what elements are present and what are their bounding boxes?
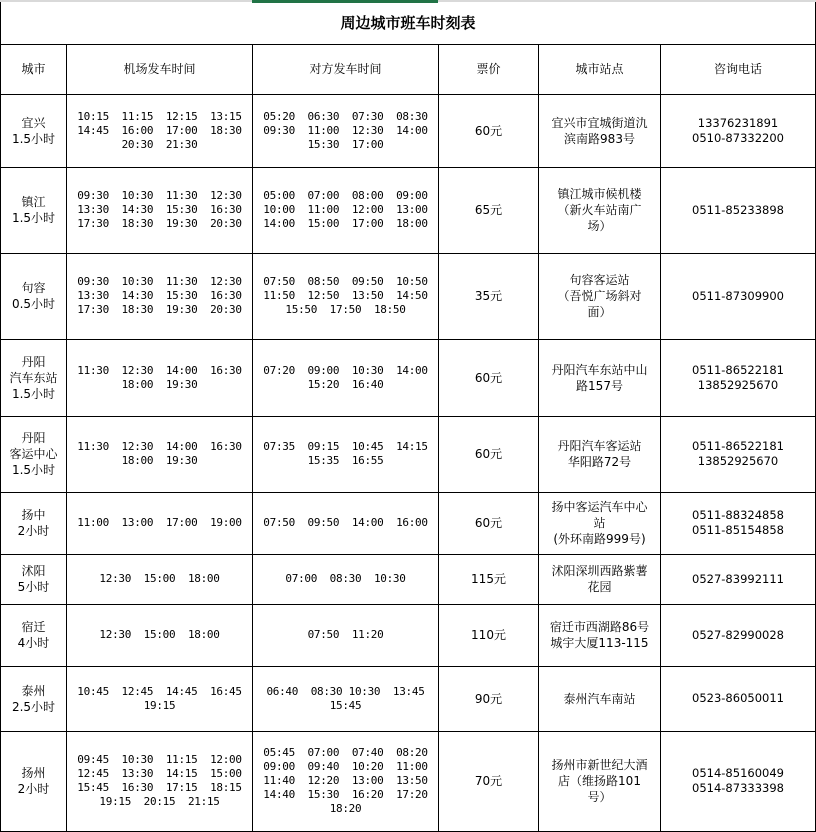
city-line: 扬州 — [21, 766, 46, 780]
airport-times-line: 17:30 18:30 19:30 20:30 — [77, 217, 242, 230]
price-cell[interactable]: 70元 — [439, 731, 539, 831]
station-line: （吾悦广场斜对 — [557, 289, 642, 303]
airport-times-cell[interactable] — [67, 94, 253, 167]
city-line: 1.5小时 — [11, 131, 56, 146]
airport-times-cell[interactable] — [67, 731, 253, 831]
price-cell[interactable]: 60元 — [439, 339, 539, 416]
table-row — [1, 554, 816, 604]
station-cell[interactable] — [539, 416, 661, 492]
station-line: 路157号 — [576, 378, 623, 393]
return-times-line: 07:50 09:50 14:00 16:00 — [263, 516, 428, 529]
airport-times-line: 17:30 18:30 19:30 20:30 — [77, 303, 242, 316]
table-row — [1, 94, 816, 167]
return-times-line: 05:00 07:00 08:00 09:00 — [263, 189, 428, 202]
return-times-line: 15:45 — [329, 698, 362, 712]
station-cell[interactable] — [539, 554, 661, 604]
station-line: 句容客运站 — [569, 273, 630, 287]
phone-line: 0511-86522181 — [692, 439, 784, 453]
station-cell[interactable] — [539, 94, 661, 167]
return-times-line: 15:50 17:50 18:50 — [285, 303, 406, 316]
airport-times-cell[interactable] — [67, 416, 253, 492]
price-cell[interactable]: 35元 — [439, 253, 539, 339]
price-cell[interactable]: 60元 — [439, 94, 539, 167]
table-row — [1, 339, 816, 416]
return-times-line: 05:20 06:30 07:30 08:30 — [263, 109, 428, 123]
phone-cell[interactable] — [661, 492, 816, 554]
return-times-line: 06:40 08:30 10:30 13:45 — [266, 684, 425, 698]
title-row — [1, 2, 816, 44]
station-cell[interactable] — [539, 339, 661, 416]
return-times-cell[interactable] — [253, 604, 439, 666]
return-times-cell[interactable] — [253, 339, 439, 416]
station-line: 店（维扬路101 — [558, 774, 641, 788]
return-times-cell[interactable] — [253, 731, 439, 831]
phone-line: 13852925670 — [697, 454, 779, 468]
city-line: 2小时 — [17, 782, 50, 796]
station-cell[interactable] — [539, 253, 661, 339]
city-line: 1.5小时 — [11, 211, 56, 225]
airport-times-line: 12:30 15:00 18:00 — [99, 572, 220, 585]
city-cell[interactable] — [1, 253, 67, 339]
return-times-line: 07:35 09:15 10:45 14:15 — [263, 440, 428, 453]
return-times-line: 15:30 17:00 — [307, 137, 384, 151]
return-times-line: 09:00 09:40 10:20 11:00 — [263, 760, 428, 773]
airport-times-line: 19:15 20:15 21:15 — [99, 795, 220, 808]
city-cell[interactable] — [1, 554, 67, 604]
city-line: 泰州 — [21, 683, 46, 698]
table-row — [1, 167, 816, 253]
table-row — [1, 416, 816, 492]
station-line: 扬州市新世纪大酒 — [551, 758, 648, 772]
station-line: 宿迁市西湖路86号 — [549, 620, 650, 634]
airport-times-line: 09:30 10:30 11:30 12:30 — [77, 275, 242, 288]
return-times-line: 15:20 16:40 — [307, 377, 384, 391]
return-times-cell[interactable] — [253, 554, 439, 604]
phone-cell[interactable] — [661, 554, 816, 604]
station-line: 泰州汽车南站 — [563, 691, 636, 706]
station-cell[interactable] — [539, 167, 661, 253]
return-times-line: 14:00 15:00 17:00 18:00 — [263, 217, 428, 230]
airport-times-line: 11:00 13:00 17:00 19:00 — [77, 516, 242, 529]
airport-times-line: 20:30 21:30 — [121, 137, 198, 151]
station-line: 城宇大厦113-115 — [550, 636, 649, 650]
airport-times-cell[interactable] — [67, 167, 253, 253]
phone-line: 0527-83992111 — [692, 571, 784, 586]
city-cell[interactable] — [1, 731, 67, 831]
airport-times-line: 13:30 14:30 15:30 16:30 — [77, 289, 242, 302]
header-station[interactable]: 城市站点 — [539, 44, 661, 94]
city-line: 1.5小时 — [11, 386, 56, 401]
table-row — [1, 666, 816, 731]
phone-cell[interactable] — [661, 94, 816, 167]
city-line: 丹阳 — [21, 354, 46, 369]
return-times-cell[interactable] — [253, 94, 439, 167]
return-times-cell[interactable] — [253, 253, 439, 339]
return-times-line: 07:00 08:30 10:30 — [285, 572, 406, 585]
station-line: 场） — [587, 219, 612, 233]
station-line: （新火车站南广 — [557, 203, 642, 217]
airport-times-line: 09:30 10:30 11:30 12:30 — [77, 189, 242, 202]
airport-times-cell[interactable] — [67, 554, 253, 604]
table-row — [1, 604, 816, 666]
return-times-line: 09:30 11:00 12:30 14:00 — [263, 123, 428, 137]
return-times-line: 07:20 09:00 10:30 14:00 — [263, 363, 428, 377]
phone-line: 0514-85160049 — [692, 766, 784, 780]
station-line: 华阳路72号 — [567, 455, 632, 469]
station-line: 面） — [587, 305, 612, 319]
airport-times-cell[interactable] — [67, 339, 253, 416]
phone-line: 0511-85233898 — [692, 202, 784, 217]
city-line: 5小时 — [17, 580, 50, 594]
phone-line: 0511-86522181 — [692, 362, 784, 377]
return-times-line: 10:00 11:00 12:00 13:00 — [263, 203, 428, 216]
phone-cell[interactable] — [661, 253, 816, 339]
city-line: 汽车东站 — [9, 370, 58, 385]
station-line: 站 — [593, 516, 606, 530]
return-times-cell[interactable] — [253, 416, 439, 492]
phone-line: 0523-86050011 — [692, 691, 784, 705]
return-times-line: 11:50 12:50 13:50 14:50 — [263, 289, 428, 302]
station-line: 滨南路983号 — [564, 131, 635, 146]
price-cell[interactable]: 115元 — [439, 554, 539, 604]
station-line: 丹阳汽车客运站 — [557, 439, 642, 453]
price-cell[interactable]: 60元 — [439, 492, 539, 554]
airport-times-cell[interactable] — [67, 253, 253, 339]
airport-times-line: 14:45 16:00 17:00 18:30 — [77, 123, 242, 137]
return-times-line: 15:35 16:55 — [307, 454, 384, 467]
city-cell[interactable] — [1, 492, 67, 554]
phone-cell[interactable] — [661, 416, 816, 492]
city-line: 沭阳 — [21, 564, 46, 578]
station-line: (外环南路999号) — [553, 532, 646, 546]
city-line: 宜兴 — [21, 115, 46, 130]
return-times-line: 14:40 15:30 16:20 17:20 — [263, 788, 428, 801]
city-line: 4小时 — [17, 636, 50, 650]
return-times-cell[interactable] — [253, 492, 439, 554]
city-cell[interactable] — [1, 167, 67, 253]
return-times-cell[interactable] — [253, 167, 439, 253]
city-line: 镇江 — [21, 195, 46, 209]
station-cell[interactable] — [539, 604, 661, 666]
city-cell[interactable] — [1, 94, 67, 167]
airport-times-cell[interactable] — [67, 604, 253, 666]
station-line: 丹阳汽车东站中山 — [551, 362, 648, 377]
phone-line: 0511-88324858 — [692, 508, 784, 522]
airport-times-line: 11:30 12:30 14:00 16:30 — [77, 363, 242, 377]
city-line: 宿迁 — [21, 620, 46, 634]
phone-line: 0527-82990028 — [692, 627, 784, 642]
city-cell[interactable] — [1, 666, 67, 731]
price-cell[interactable]: 110元 — [439, 604, 539, 666]
return-times-line: 18:20 — [329, 802, 362, 815]
city-line: 扬中 — [21, 508, 46, 522]
price-cell[interactable]: 65元 — [439, 167, 539, 253]
station-line: 扬中客运汽车中心 — [551, 500, 648, 514]
header-return-departure[interactable]: 对方发车时间 — [253, 44, 439, 94]
airport-times-line: 09:45 10:30 11:15 12:00 — [77, 753, 242, 766]
header-airport-departure[interactable]: 机场发车时间 — [67, 44, 253, 94]
return-times-cell[interactable] — [253, 666, 439, 731]
airport-times-line: 18:00 19:30 — [121, 377, 198, 391]
airport-times-line: 11:30 12:30 14:00 16:30 — [77, 440, 242, 453]
header-city[interactable]: 城市 — [1, 44, 67, 94]
header-phone[interactable]: 咨询电话 — [661, 44, 816, 94]
airport-times-line: 10:45 12:45 14:45 16:45 — [77, 684, 242, 698]
airport-times-line: 10:15 11:15 12:15 13:15 — [77, 109, 242, 123]
station-line: 镇江城市候机楼 — [557, 187, 642, 201]
phone-line: 0511-87309900 — [692, 288, 784, 303]
table-row — [1, 492, 816, 554]
phone-line: 13852925670 — [697, 377, 779, 392]
city-cell[interactable] — [1, 604, 67, 666]
airport-times-cell[interactable] — [67, 666, 253, 731]
phone-line: 13376231891 — [697, 115, 779, 130]
table-row — [1, 253, 816, 339]
station-cell[interactable] — [539, 731, 661, 831]
station-line: 号） — [587, 790, 612, 804]
header-price[interactable]: 票价 — [439, 44, 539, 94]
airport-times-line: 13:30 14:30 15:30 16:30 — [77, 203, 242, 216]
phone-cell[interactable] — [661, 604, 816, 666]
city-line: 0.5小时 — [11, 297, 56, 311]
return-times-line: 07:50 11:20 — [307, 628, 384, 641]
phone-line: 0510-87332200 — [692, 130, 784, 145]
table-row — [1, 731, 816, 831]
phone-cell[interactable] — [661, 731, 816, 831]
city-line: 句容 — [21, 281, 46, 295]
price-cell[interactable]: 60元 — [439, 416, 539, 492]
city-cell[interactable] — [1, 416, 67, 492]
city-line: 1.5小时 — [11, 463, 56, 477]
city-line: 2.5小时 — [11, 699, 56, 714]
return-times-line: 11:40 12:20 13:00 13:50 — [263, 774, 428, 787]
return-times-line: 05:45 07:00 07:40 08:20 — [263, 746, 428, 759]
phone-line: 0514-87333398 — [692, 781, 784, 795]
airport-times-line: 12:30 15:00 18:00 — [99, 628, 220, 641]
airport-times-line: 12:45 13:30 14:15 15:00 — [77, 767, 242, 780]
city-cell[interactable] — [1, 339, 67, 416]
city-line: 丹阳 — [21, 431, 46, 445]
phone-cell[interactable] — [661, 339, 816, 416]
phone-cell[interactable] — [661, 167, 816, 253]
airport-times-line: 19:15 — [143, 698, 176, 712]
schedule-table — [0, 2, 816, 832]
airport-times-line: 15:45 16:30 17:15 18:15 — [77, 781, 242, 794]
city-line: 客运中心 — [9, 447, 58, 461]
station-line: 沭阳深圳西路紫薯 — [551, 564, 648, 578]
station-line: 宜兴市宜城街道氿 — [551, 115, 648, 130]
header-row — [1, 44, 816, 94]
station-line: 花园 — [587, 580, 612, 594]
page-title[interactable]: 周边城市班车时刻表 — [1, 2, 816, 44]
station-cell[interactable] — [539, 492, 661, 554]
airport-times-cell[interactable] — [67, 492, 253, 554]
airport-times-line: 18:00 19:30 — [121, 454, 198, 467]
price-cell[interactable]: 90元 — [439, 666, 539, 731]
return-times-line: 07:50 08:50 09:50 10:50 — [263, 275, 428, 288]
station-cell[interactable] — [539, 666, 661, 731]
phone-line: 0511-85154858 — [692, 523, 784, 537]
phone-cell[interactable] — [661, 666, 816, 731]
city-line: 2小时 — [17, 524, 50, 538]
